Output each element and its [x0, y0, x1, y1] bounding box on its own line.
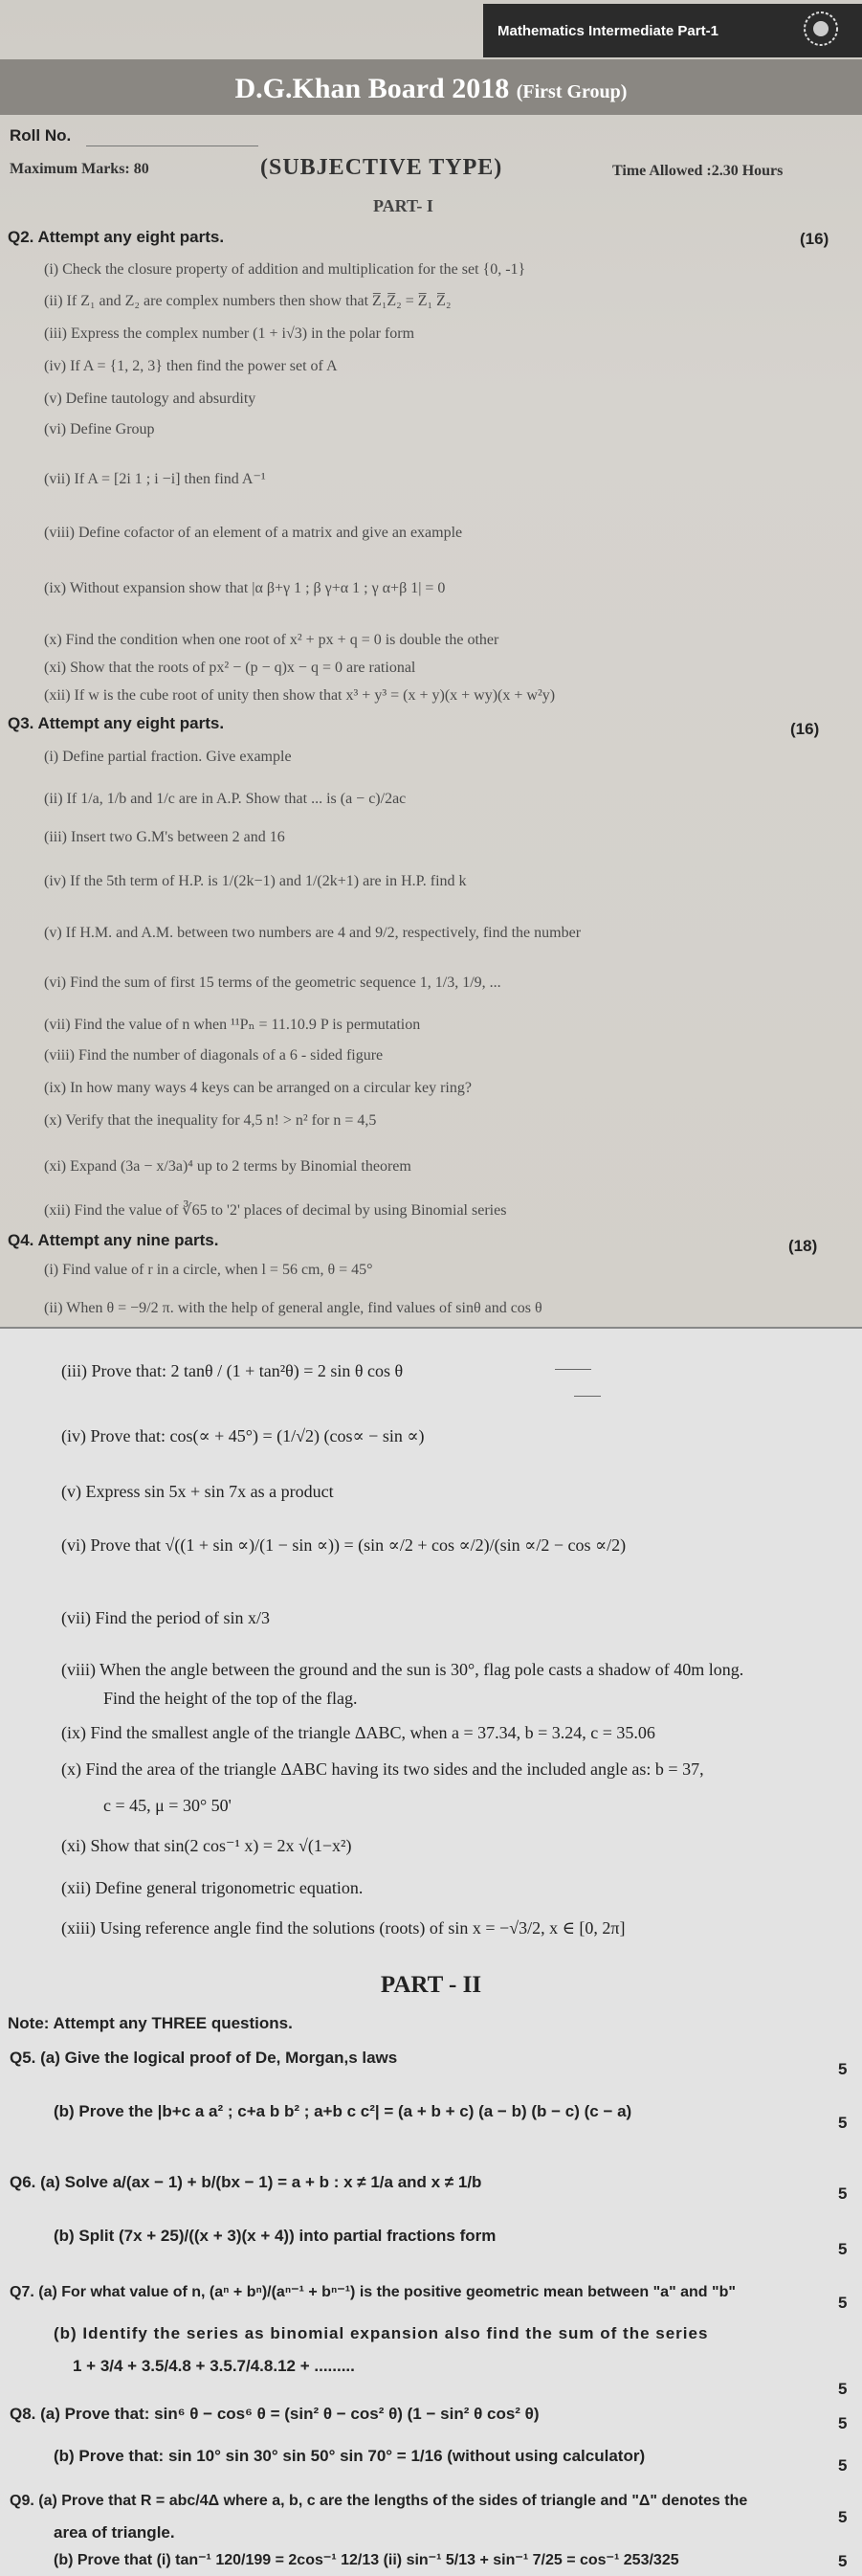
q9b: (b) Prove that (i) tan⁻¹ 120/199 = 2cos⁻¹ 12/13 (ii) sin⁻¹ 5/13 + sin⁻¹ 7/25 = cos⁻¹ 253/325 [54, 2552, 679, 2568]
q2-item-3: (iii) Express the complex number (1 + i√3) in the polar form [44, 325, 415, 342]
q6a: Q6. (a) Solve a/(ax − 1) + b/(bx − 1) = a + b : x ≠ 1/a and x ≠ 1/b [10, 2173, 482, 2191]
q7b-line1: (b) Identify the series as binomial expansion also find the sum of the series [54, 2324, 709, 2342]
page-divider [0, 1327, 862, 1329]
roll-no-label: Roll No. [10, 126, 72, 145]
q3-item-5: (v) If H.M. and A.M. between two numbers are 4 and 9/2, respectively, find the number [44, 925, 582, 941]
q4-marks: (18) [788, 1237, 818, 1255]
q4-item-9: (ix) Find the smallest angle of the triangle ΔABC, when a = 37.34, b = 3.24, c = 35.06 [61, 1723, 655, 1742]
q3-item-4: (iv) If the 5th term of H.P. is 1/(2k−1) and 1/(2k+1) are in H.P. find k [44, 873, 467, 889]
q8a: Q8. (a) Prove that: sin⁶ θ − cos⁶ θ = (sin² θ − cos² θ) (1 − sin² θ cos² θ) [10, 2405, 540, 2423]
q2-item-1: (i) Check the closure property of addition and multiplication for the set {0, -1} [44, 261, 526, 278]
q4-item-10: (x) Find the area of the triangle ΔABC having its two sides and the included angle as: b = 37, [61, 1759, 704, 1779]
q4-item-4: (iv) Prove that: cos(∝ + 45°) = (1/√2) (cos∝ − sin ∝) [61, 1426, 425, 1445]
q4-item-6: (vi) Prove that √((1 + sin ∝)/(1 − sin ∝)) = (sin ∝/2 + cos ∝/2)/(sin ∝/2 − cos ∝/2) [61, 1535, 627, 1555]
q9a-line2: area of triangle. [54, 2523, 175, 2542]
q7a-marks: 5 [838, 2294, 848, 2312]
q2-item-12: (xii) If w is the cube root of unity then show that x³ + y³ = (x + y)(x + wy)(x + w²y) [44, 687, 556, 704]
q2-item-11: (xi) Show that the roots of px² − (p − q)x − q = 0 are rational [44, 660, 416, 676]
part-two-note: Note: Attempt any THREE questions. [8, 2014, 293, 2032]
time-allowed: Time Allowed :2.30 Hours [612, 163, 784, 179]
subject-banner-text: Mathematics Intermediate Part-1 [497, 23, 718, 39]
publisher-logo-icon [794, 8, 848, 50]
q4-item-8: (viii) When the angle between the ground and the sun is 30°, flag pole casts a shadow of 40m long. [61, 1660, 744, 1679]
q2-item-7: (vii) If A = [2i 1 ; i −i] then find A⁻¹ [44, 471, 266, 487]
q9a-marks: 5 [838, 2508, 848, 2526]
q4-item-8-cont: Find the height of the top of the flag. [103, 1689, 358, 1708]
q9b-marks: 5 [838, 2552, 848, 2570]
page-lower-scan [0, 1329, 862, 2576]
q2-item-9: (ix) Without expansion show that |α β+γ 1 ; β γ+α 1 ; γ α+β 1| = 0 [44, 580, 446, 596]
q3-item-3: (iii) Insert two G.M's between 2 and 16 [44, 829, 285, 845]
q5a: Q5. (a) Give the logical proof of De, Morgan,s laws [10, 2049, 398, 2067]
q6a-marks: 5 [838, 2184, 848, 2203]
q3-heading: Q3. Attempt any eight parts. [8, 714, 225, 732]
q4-item-1: (i) Find value of r in a circle, when l = 56 cm, θ = 45° [44, 1262, 373, 1278]
max-marks: Maximum Marks: 80 [10, 161, 149, 177]
q5b: (b) Prove the |b+c a a² ; c+a b b² ; a+b c c²| = (a + b + c) (a − b) (b − c) (c − a) [54, 2102, 632, 2120]
q4-item-7: (vii) Find the period of sin x/3 [61, 1608, 270, 1627]
q8b: (b) Prove that: sin 10° sin 30° sin 50° sin 70° = 1/16 (without using calculator) [54, 2447, 646, 2465]
q7b-marks: 5 [838, 2380, 848, 2398]
q4-item-2: (ii) When θ = −9/2 π. with the help of general angle, find values of sinθ and cos θ [44, 1300, 542, 1316]
paper-type: (SUBJECTIVE TYPE) [260, 155, 503, 180]
q8b-marks: 5 [838, 2456, 848, 2475]
q2-item-6: (vi) Define Group [44, 421, 155, 437]
q4-heading: Q4. Attempt any nine parts. [8, 1231, 219, 1249]
q3-item-9: (ix) In how many ways 4 keys can be arranged on a circular key ring? [44, 1080, 472, 1096]
q3-item-12: (xii) Find the value of ∛65 to '2' places of decimal by using Binomial series [44, 1202, 507, 1219]
q6b: (b) Split (7x + 25)/((x + 3)(x + 4)) into partial fractions form [54, 2227, 497, 2245]
q4-item-10-cont: c = 45, μ = 30° 50' [103, 1796, 232, 1815]
answer-line-2 [574, 1396, 601, 1397]
q4-item-5: (v) Express sin 5x + sin 7x as a product [61, 1482, 334, 1501]
q2-item-4: (iv) If A = {1, 2, 3} then find the power set of A [44, 358, 338, 374]
part-one-title: PART- I [373, 196, 433, 215]
q7a: Q7. (a) For what value of n, (aⁿ + bⁿ)/(aⁿ⁻¹ + bⁿ⁻¹) is the positive geometric mean between "a" and "b" [10, 2284, 736, 2300]
q3-item-2: (ii) If 1/a, 1/b and 1/c are in A.P. Show that ... is (a − c)/2ac [44, 791, 407, 807]
q3-marks: (16) [790, 720, 820, 738]
q5a-marks: 5 [838, 2060, 848, 2078]
q2-item-8: (viii) Define cofactor of an element of a matrix and give an example [44, 525, 463, 541]
answer-line-1 [555, 1369, 591, 1370]
part-two-title: PART - II [380, 1972, 482, 1998]
q2-item-5: (v) Define tautology and absurdity [44, 391, 256, 407]
q6b-marks: 5 [838, 2240, 848, 2258]
q8a-marks: 5 [838, 2414, 848, 2432]
board-title-group: (First Group) [516, 81, 628, 102]
q3-item-7: (vii) Find the value of n when ¹¹Pₙ = 11.10.9 P is permutation [44, 1017, 421, 1033]
q5b-marks: 5 [838, 2114, 848, 2132]
q3-item-1: (i) Define partial fraction. Give example [44, 749, 292, 765]
q9a-line1: Q9. (a) Prove that R = abc/4Δ where a, b, c are the lengths of the sides of triangle and "Δ" denotes the [10, 2493, 748, 2509]
q2-heading: Q2. Attempt any eight parts. [8, 228, 225, 246]
q3-item-11: (xi) Expand (3a − x/3a)⁴ up to 2 terms by Binomial theorem [44, 1158, 411, 1175]
q2-item-2: (ii) If Z₁ and Z₂ are complex numbers then show that Z̅₁Z̅₂ = Z̅₁ Z̅₂ [44, 293, 452, 309]
q4-item-13: (xiii) Using reference angle find the solutions (roots) of sin x = −√3/2, x ∈ [0, 2π] [61, 1918, 626, 1938]
board-title-main: D.G.Khan Board 2018 [234, 73, 510, 104]
board-title [0, 73, 862, 105]
q7b-line2: 1 + 3/4 + 3.5/4.8 + 3.5.7/4.8.12 + ......... [73, 2357, 355, 2375]
q4-item-3: (iii) Prove that: 2 tanθ / (1 + tan²θ) = 2 sin θ cos θ [61, 1361, 404, 1380]
q2-marks: (16) [800, 230, 829, 248]
q4-item-12: (xii) Define general trigonometric equation. [61, 1878, 364, 1897]
q2-item-10: (x) Find the condition when one root of x² + px + q = 0 is double the other [44, 632, 499, 648]
q3-item-10: (x) Verify that the inequality for 4,5 n! > n² for n = 4,5 [44, 1112, 377, 1129]
q3-item-8: (viii) Find the number of diagonals of a 6 - sided figure [44, 1047, 384, 1064]
q4-item-11: (xi) Show that sin(2 cos⁻¹ x) = 2x √(1−x²) [61, 1836, 352, 1855]
q3-item-6: (vi) Find the sum of first 15 terms of the geometric sequence 1, 1/3, 1/9, ... [44, 974, 501, 991]
